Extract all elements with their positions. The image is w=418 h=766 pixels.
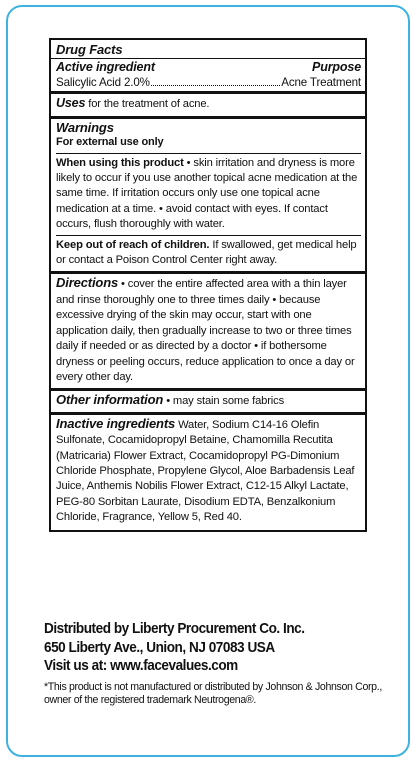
directions-text: • cover the entire affected area with a thin layer and rinse thoroughly one to three times daily • because excessive drying of the skin may occur, start with one application daily, then gradually increase to two or three times daily if needed or as directed by a doctor • if bothersome dryness or peeling occurs, reduce application to once a day or every other day. bbox=[56, 278, 355, 383]
divider bbox=[51, 412, 365, 415]
divider bbox=[51, 271, 365, 274]
when-using-text: • skin irritation and dryness is more likely to occur if you use another topical acne medication at the same time. If irritation occurs only use one topical acne medication at a time. • avoid contact with eyes. If contact occurs, flush thoroughly with water. bbox=[56, 156, 358, 231]
active-purpose-header bbox=[56, 60, 361, 75]
drug-facts-title: Drug Facts bbox=[56, 42, 123, 57]
active-ingredient-heading: Active ingredient bbox=[56, 60, 155, 74]
external-use-note: For external use only bbox=[56, 136, 164, 149]
active-ingredient-purpose: Acne Treatment bbox=[281, 76, 361, 89]
trademark-disclaimer: *This product is not manufactured or distributed by Johnson & Johnson Corp., owner of the registered trademark Neutrogena®. bbox=[44, 681, 382, 706]
keep-out-heading: Keep out of reach of children. bbox=[56, 238, 210, 251]
divider bbox=[51, 116, 365, 119]
leader-dots bbox=[151, 85, 280, 86]
distributor-line-1: Distributed by Liberty Procurement Co. Inc. bbox=[44, 621, 305, 637]
active-ingredient-row bbox=[56, 75, 361, 90]
purpose-heading: Purpose bbox=[312, 60, 361, 74]
directions-section bbox=[56, 275, 361, 385]
other-info-section bbox=[56, 392, 361, 409]
when-using-section bbox=[56, 156, 361, 233]
divider bbox=[56, 235, 361, 236]
other-info-text: • may stain some fabrics bbox=[166, 395, 285, 408]
active-ingredient-name: Salicylic Acid 2.0% bbox=[56, 76, 150, 89]
directions-heading: Directions bbox=[56, 275, 119, 291]
other-info-heading: Other information bbox=[56, 392, 164, 408]
divider bbox=[51, 91, 365, 94]
uses-section bbox=[56, 96, 361, 112]
warnings-heading: Warnings bbox=[56, 119, 114, 135]
keep-out-section bbox=[56, 238, 361, 269]
divider bbox=[56, 153, 361, 154]
keep-out-text: If swallowed, get medical help or contact a Poison Control Center right away. bbox=[56, 238, 357, 267]
divider bbox=[51, 58, 365, 59]
inactive-heading: Inactive ingredients bbox=[56, 415, 176, 431]
inactive-section bbox=[56, 416, 361, 526]
uses-text: for the treatment of acne. bbox=[88, 98, 210, 111]
divider bbox=[51, 388, 365, 391]
uses-heading: Uses bbox=[56, 96, 86, 111]
distributor-address: 650 Liberty Ave., Union, NJ 07083 USA bbox=[44, 639, 275, 656]
when-using-heading: When using this product bbox=[56, 156, 184, 169]
inactive-text: Water, Sodium C14-16 Olefin Sulfonate, Cocamidopropyl Betaine, Chamomilla Recutita (Matricaria) Flower Extract, Cocamidopropyl PG-Dimonium Chloride Phosphate, Propylene Glycol, Aloe Barbadensis Leaf Juice, Anthemis Nobilis Flower Extract, C12-15 Alkyl Lactate, PEG-80 Sorbitan Laurate, Disodium EDTA, Benzalkonium Chloride, Fragrance, Yellow 5, Red 40. bbox=[56, 418, 355, 524]
distributor-website: Visit us at: www.facevalues.com bbox=[44, 658, 238, 674]
drug-facts-panel bbox=[49, 38, 367, 532]
distributor-block bbox=[44, 620, 360, 676]
